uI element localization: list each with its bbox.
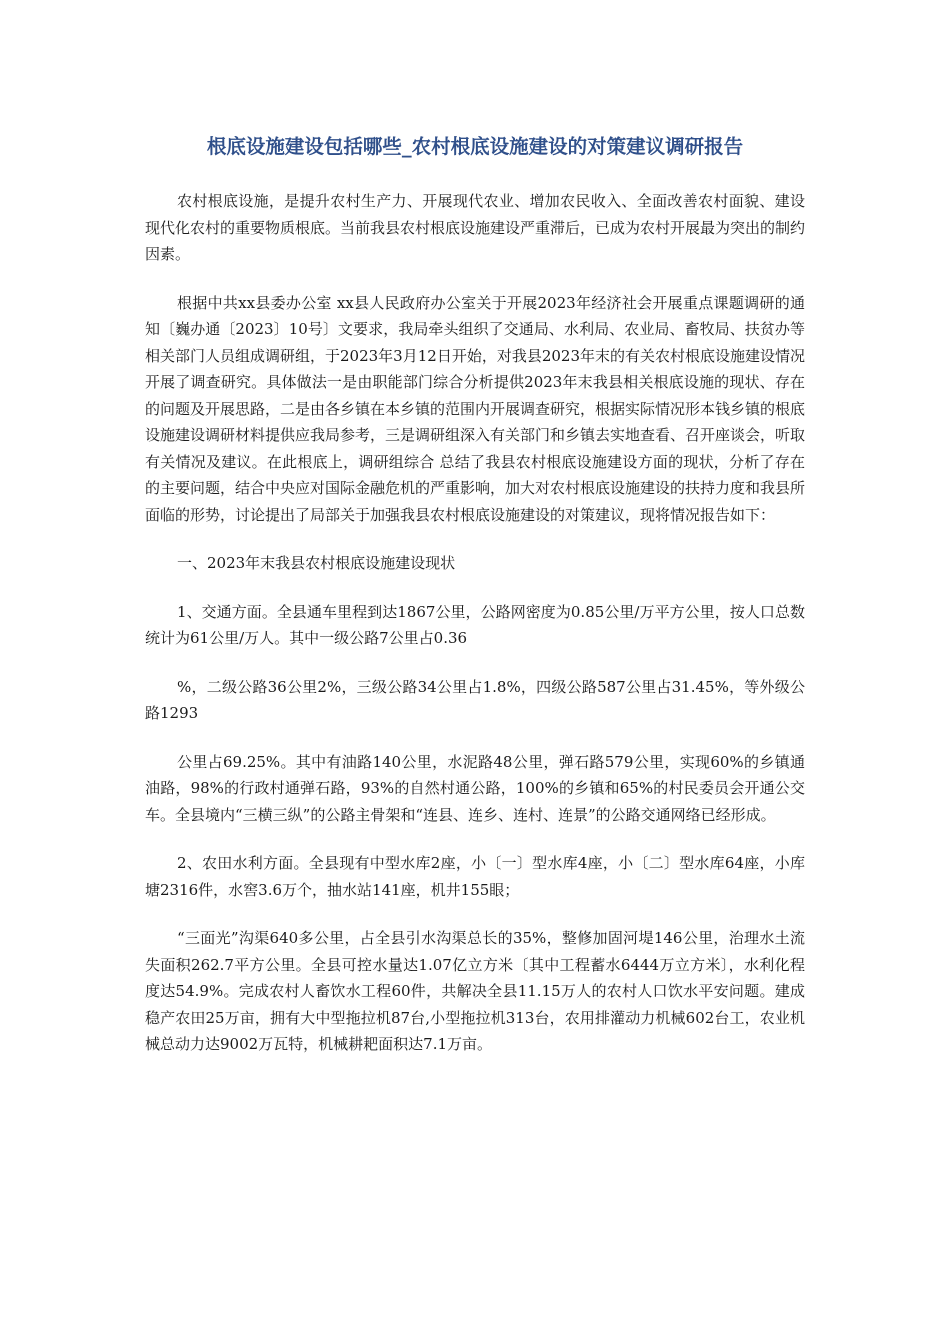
document-page	[145, 132, 805, 1080]
document-title: 根底设施建设包括哪些_农村根底设施建设的对策建议调研报告	[206, 135, 744, 158]
paragraph-transport-cont-1: %，二级公路36公里2%，三级公路34公里占1.8%，四级公路587公里占31.45%，等外级公路1293	[145, 677, 805, 722]
paragraph-irrigation-cont: “三面光”沟渠640多公里，占全县引水沟渠总长的35%，整修加固河堤146公里，治理水土流失面积262.7平方公里。全县可控水量达1.07亿立方米〔其中工程蓄水6444万立方米〕，水利化程度达54.9%。完成农村人畜饮水工程60件，共解决全县11.15万人的农村人口饮水平安问题。建成稳产农田25万亩，拥有大中型拖拉机87台,小型拖拉机313台，农用排灌动力机械602台工，农业机械总动力达9002万瓦特，机械耕耙面积达7.1万亩。	[145, 929, 805, 1053]
section-heading-1: 一、2023年末我县农村根底设施建设现状	[177, 554, 456, 572]
paragraph-method: 根据中共xx县委办公室 xx县人民政府办公室关于开展2023年经济社会开展重点课题调研的通知〔巍办通〔2023〕10号〕文要求，我局牵头组织了交通局、水利局、农业局、畜牧局、扶贫办等相关部门人员组成调研组，于2023年3月12日开始，对我县2023年末的有关农村根底设施建设情况开展了调查研究。具体做法一是由职能部门综合分析提供2023年末我县相关根底设施的现状、存在的问题及开展思路，二是由各乡镇在本乡镇的范围内开展调查研究，根据实际情况形本钱乡镇的根底设施建设调研材料提供应我局参考，三是调研组深入有关部门和乡镇去实地查看、召开座谈会，听取有关情况及建议。在此根底上，调研组综合 总结了我县农村根底设施建设方面的现状，分析了存在的主要问题，结合中央应对国际金融危机的严重影响，加大对农村根底设施建设的扶持力度和我县所面临的形势，讨论提出了局部关于加强我县农村根底设施建设的对策建议，现将情况报告如下：	[145, 293, 806, 524]
paragraph-irrigation: 2、农田水利方面。全县现有中型水库2座，小〔一〕型水库4座，小〔二〕型水库64座，小库塘2316件，水窖3.6万个，抽水站141座，机井155眼；	[145, 854, 805, 899]
paragraph-transport-cont-2: 公里占69.25%。其中有油路140公里，水泥路48公里，弹石路579公里，实现60%的乡镇通油路，98%的行政村通弹石路，93%的自然村通公路，100%的乡镇和65%的村民委员会开通公交车。全县境内“三横三纵”的公路主骨架和“连县、连乡、连村、连景”的公路交通网络已经形成。	[145, 752, 805, 824]
paragraph-intro: 农村根底设施，是提升农村生产力、开展现代农业、增加农民收入、全面改善农村面貌、建设现代化农村的重要物质根底。当前我县农村根底设施建设严重滞后，已成为农村开展最为突出的制约因素。	[145, 192, 806, 263]
paragraph-transport: 1、交通方面。全县通车里程到达1867公里，公路网密度为0.85公里/万平方公里，按人口总数统计为61公里/万人。其中一级公路7公里占0.36	[145, 602, 805, 647]
